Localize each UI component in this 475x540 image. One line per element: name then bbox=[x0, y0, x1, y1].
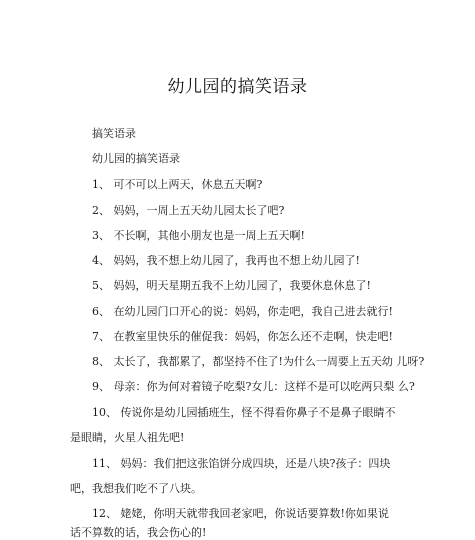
subtitle-line: 幼儿园的搞笑语录 bbox=[92, 152, 180, 165]
quote-line: 6、 在幼儿园门口开心的说：妈妈，你走吧，我自己进去就行! bbox=[92, 305, 393, 318]
quote-line: 3、 不长啊，其他小朋友也是一周上五天啊! bbox=[92, 229, 305, 242]
quote-line: 12、 姥姥，你明天就带我回老家吧，你说话要算数!你如果说 bbox=[92, 507, 389, 520]
subtitle-line: 搞笑语录 bbox=[92, 127, 136, 140]
quote-line: 7、 在教室里快乐的催促我：妈妈，你怎么还不走啊，快走吧! bbox=[92, 330, 393, 343]
quote-line-continuation: 话不算数的话，我会伤心的! bbox=[70, 526, 207, 539]
quote-line: 11、 妈妈：我们把这张馅饼分成四块，还是八块?孩子：四块 bbox=[92, 457, 391, 470]
quote-line: 2、 妈妈，一周上五天幼儿园太长了吧? bbox=[92, 204, 285, 217]
quote-line: 8、 太长了，我都累了，都坚持不住了!为什么一周要上五天幼 儿呀? bbox=[92, 355, 425, 368]
quote-line-continuation: 吧，我想我们吃不了八块。 bbox=[70, 482, 202, 495]
document-title: 幼儿园的搞笑语录 bbox=[167, 77, 308, 97]
quote-line: 1、 可不可以上两天，休息五天啊? bbox=[92, 178, 263, 191]
quote-line: 4、 妈妈，我不想上幼儿园了，我再也不想上幼儿园了! bbox=[92, 254, 360, 267]
quote-line: 10、 传说你是幼儿园插班生，怪不得看你鼻子不是鼻子眼睛不 bbox=[92, 406, 396, 419]
quote-line: 9、 母亲：你为何对着镜子吃梨?女儿：这样不是可以吃两只梨 么? bbox=[92, 380, 415, 393]
quote-line: 5、 妈妈，明天星期五我不上幼儿园了，我要休息休息了! bbox=[92, 279, 371, 292]
quote-line-continuation: 是眼睛，火星人祖先吧! bbox=[70, 431, 185, 444]
